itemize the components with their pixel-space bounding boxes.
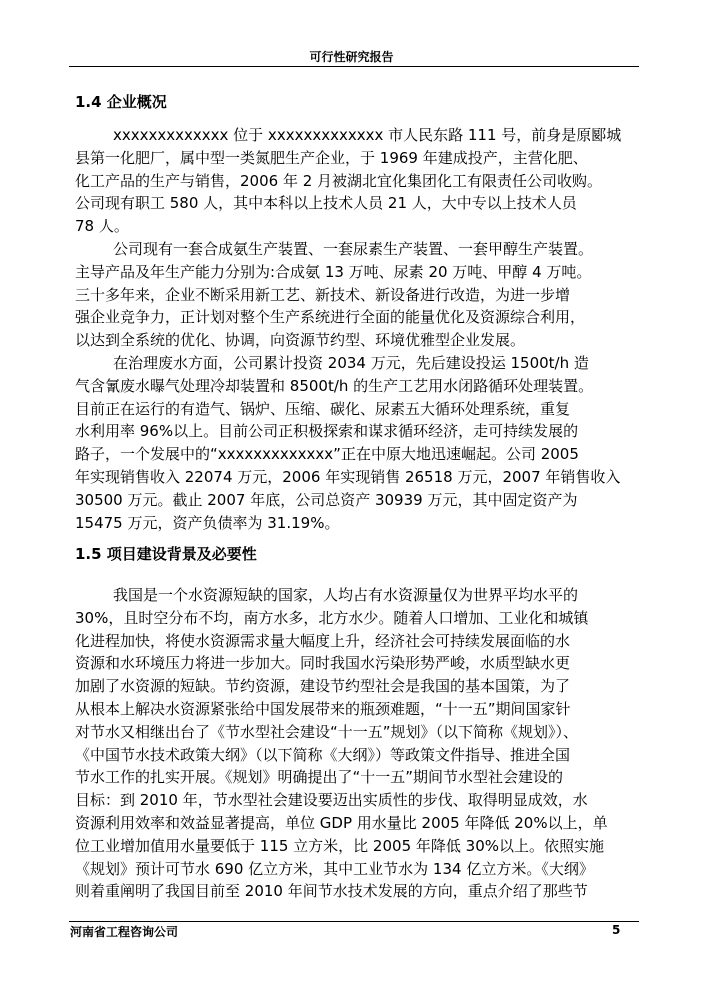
paragraph-production-capacity bbox=[75, 238, 630, 352]
footer-company: 河南省工程咨询公司 bbox=[70, 925, 179, 939]
text-line: 路子，一个发展中的“xxxxxxxxxxxxx”正在中原大地迅速崛起。公司 2005 bbox=[75, 445, 579, 464]
header-rule bbox=[69, 66, 639, 67]
text-line: 则着重阐明了我国目前至 2010 年间节水技术发展的方向，重点介绍了那些节 bbox=[75, 882, 588, 901]
text-line: 公司现有职工 580 人，其中本科以上技术人员 21 人，大中专以上技术人员 bbox=[75, 194, 577, 213]
text-line: 公司现有一套合成氨生产装置、一套尿素生产装置、一套甲醇生产装置。 bbox=[113, 240, 594, 258]
text-line: 《中国节水技术政策大纲》（以下简称《大纲》）等政策文件指导、推进全国 bbox=[75, 745, 571, 764]
text-line: 年实现销售收入 22074 万元，2006 年实现销售 26518 万元，2007 年销售收入 bbox=[75, 467, 621, 486]
text-line: 从根本上解决水资源紧张给中国发展带来的瓶颈难题，“十一五”期间国家针 bbox=[75, 699, 571, 718]
text-line: 加剧了水资源的短缺。节约资源，建设节约型社会是我国的基本国策，为了 bbox=[75, 677, 571, 696]
text-line: xxxxxxxxxxxxx 位于 xxxxxxxxxxxxx 市人民东路 111 号，前身是原郾城 bbox=[113, 126, 622, 144]
text-line: 在治理废水方面，公司累计投资 2034 万元，先后建设投运 1500t/h 造 bbox=[113, 354, 589, 372]
text-line: 30500 万元。截止 2007 年底，公司总资产 30939 万元，其中固定资产为 bbox=[75, 490, 578, 509]
section-heading-1-4: 1.4 企业概况 bbox=[75, 93, 167, 111]
text-line: 县第一化肥厂，属中型一类氮肥生产企业，于 1969 年建成投产，主营化肥、 bbox=[75, 148, 588, 167]
paragraph-company-overview bbox=[75, 124, 630, 238]
text-line: 30%，且时空分布不均，南方水多，北方水少。随着人口增加、工业化和城镇 bbox=[75, 608, 589, 627]
text-line: 三十多年来，企业不断采用新工艺、新技术、新设备进行改造，为进一步增 bbox=[75, 285, 571, 304]
text-line: 主导产品及年生产能力分别为:合成氨 13 万吨、尿素 20 万吨、甲醇 4 万吨。 bbox=[75, 262, 592, 281]
text-line: 我国是一个水资源短缺的国家，人均占有水资源量仅为世界平均水平的 bbox=[113, 586, 579, 604]
text-line: 气含氰废水曝气处理冷却装置和 8500t/h 的生产工艺用水闭路循环处理装置。 bbox=[75, 376, 594, 395]
page-number: 5 bbox=[612, 923, 621, 937]
paragraph-project-background bbox=[75, 584, 630, 903]
text-line: 化工产品的生产与销售，2006 年 2 月被湖北宜化集团化工有限责任公司收购。 bbox=[75, 171, 603, 190]
text-line: 节水工作的扎实开展。《规划》明确提出了“十一五”期间节水型社会建设的 bbox=[75, 768, 564, 787]
text-line: 资源和水环境压力将进一步加大。同时我国水污染形势严峻，水质型缺水更 bbox=[75, 654, 571, 673]
text-line: 目前正在运行的有造气、锅炉、压缩、碳化、尿素五大循环处理系统，重复 bbox=[75, 399, 571, 418]
text-line: 强企业竞争力，正计划对整个生产系统进行全面的能量优化及资源综合利用， bbox=[75, 308, 586, 327]
text-line: 对节水又相继出台了《节水型社会建设“十一五”规划》（以下简称《规划》）、 bbox=[75, 722, 579, 741]
text-line: 《规划》预计可节水 690 亿立方米，其中工业节水为 134 亿立方米。《大纲》 bbox=[75, 859, 594, 878]
text-line: 以达到全系统的优化、协调，向资源节约型、环境优雅型企业发展。 bbox=[75, 331, 526, 350]
text-line: 78 人。 bbox=[75, 217, 129, 236]
section-heading-1-5: 1.5 项目建设背景及必要性 bbox=[75, 545, 257, 563]
text-line: 水利用率 96%以上。目前公司正积极探索和谋求循环经济，走可持续发展的 bbox=[75, 422, 579, 441]
text-line: 15475 万元，资产负债率为 31.19%。 bbox=[75, 513, 340, 532]
text-line: 目标：到 2010 年，节水型社会建设要迈出实质性的步伐、取得明显成效，水 bbox=[75, 791, 588, 810]
text-line: 化进程加快，将使水资源需求量大幅度上升，经济社会可持续发展面临的水 bbox=[75, 631, 571, 650]
footer-rule bbox=[69, 921, 639, 922]
page-header: 可行性研究报告 bbox=[309, 50, 394, 64]
paragraph-wastewater bbox=[75, 352, 630, 534]
text-line: 位工业增加值用水量要低于 115 立方米，比 2005 年降低 30%以上。依照实施 bbox=[75, 836, 604, 855]
text-line: 资源利用效率和效益显著提高，单位 GDP 用水量比 2005 年降低 20%以上，单 bbox=[75, 813, 608, 832]
